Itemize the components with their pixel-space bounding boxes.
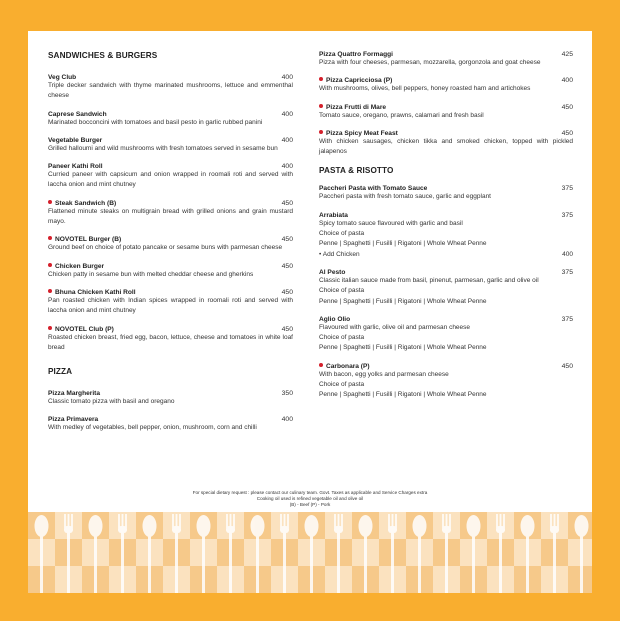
menu-item-name-text: Aglio Olio — [319, 315, 351, 323]
footer-line-oil: Cooking oil used is refined vegetable oil and olive oil — [256, 496, 364, 502]
menu-item-name-text: Carbonara (P) — [326, 362, 370, 370]
non-veg-marker-icon — [48, 326, 52, 330]
menu-item-name — [319, 316, 350, 323]
menu-item-price: 450 — [561, 129, 573, 137]
menu-item-name-text: Pizza Capricciosa (P) — [326, 77, 393, 85]
menu-item-price: 400 — [281, 163, 293, 171]
menu-item-name-text: Paneer Kathi Roll — [48, 163, 103, 171]
menu-item-description-line: Penne | Spaghetti | Fusilli | Rigatoni | Whole Wheat Penne — [319, 344, 487, 352]
menu-item-description-line: Choice of pasta — [319, 230, 365, 238]
menu-item-description: Triple decker sandwich with thyme marinated mushrooms, lettuce and emmenthal cheese — [48, 82, 293, 100]
menu-item — [48, 263, 293, 280]
menu-item-price: 425 — [561, 51, 573, 58]
menu-item — [48, 137, 293, 154]
menu-item — [48, 326, 293, 354]
non-veg-marker-icon — [48, 263, 52, 267]
menu-item-name-text: Caprese Sandwich — [48, 110, 107, 118]
menu-page — [28, 31, 592, 593]
right-column — [319, 51, 573, 410]
menu-item-description: Classic tomato pizza with basil and oregano — [48, 398, 175, 406]
addon-price: 400 — [562, 250, 573, 258]
menu-item-description-line: Spicy tomato sauce flavoured with garlic and basil — [319, 219, 463, 227]
menu-item-name — [48, 137, 102, 144]
menu-item-description: Ground beef on choice of potato pancake or sesame buns with parmesan cheese — [48, 244, 283, 252]
menu-item-description: Curried paneer with capsicum and onion wrapped in roomali roti and served with laccha onion and mint chutney — [48, 171, 293, 189]
menu-item-header — [48, 137, 293, 144]
menu-item-name-text: Chicken Burger — [55, 262, 105, 270]
pizza-list-continued — [319, 51, 573, 157]
menu-item-header — [48, 74, 293, 81]
menu-item-price: 350 — [281, 390, 293, 398]
menu-item-header — [319, 212, 573, 219]
menu-item-name-text: Vegetable Burger — [48, 136, 103, 144]
non-veg-marker-icon — [319, 130, 323, 134]
menu-item-header — [48, 200, 293, 207]
menu-item-header — [48, 111, 293, 118]
menu-item-price: 400 — [281, 416, 293, 424]
menu-item-name — [319, 269, 345, 276]
menu-item — [48, 111, 293, 128]
footer-line-dietary: For special dietary request : please contact our culinary team. Govt. Taxes as applicable and Service Charges extra — [192, 490, 428, 495]
menu-item-description-line: Choice of pasta — [319, 381, 365, 389]
menu-item-header — [48, 390, 293, 397]
menu-item-name — [319, 363, 370, 370]
menu-item-description: Pan roasted chicken with Indian spices wrapped in roomali roti and served with laccha onion and mint chutney — [48, 296, 293, 315]
menu-item-description-line: Penne | Spaghetti | Fusilli | Rigatoni | Whole Wheat Penne — [319, 297, 487, 305]
menu-item-price: 400 — [561, 77, 573, 85]
section-title-pasta: PASTA & RISOTTO — [319, 166, 394, 176]
menu-item-name — [48, 111, 107, 118]
menu-item — [48, 390, 293, 407]
footer-line-legend: (B) - Beef (P) - Pork — [289, 502, 331, 508]
menu-item-price: 450 — [281, 199, 293, 207]
menu-item — [48, 236, 293, 253]
menu-item-price: 375 — [561, 268, 573, 276]
menu-item-addon — [319, 250, 573, 260]
menu-item-price: 375 — [561, 211, 573, 219]
menu-item-description-line: With bacon, egg yolks and parmesan cheese — [319, 370, 449, 378]
menu-item-description: Flattened minute steaks on multigrain bread with grilled onions and grain mustard mayo. — [48, 207, 293, 226]
menu-item-header — [48, 416, 293, 423]
menu-item-name-text: Pizza Quattro Formaggi — [319, 51, 394, 58]
menu-item-description-line: Classic italian sauce made from basil, pinenut, parmesan, garlic and olive oil — [319, 276, 539, 284]
menu-item-description: Grilled halloumi and wild mushrooms with fresh tomatoes served in sesame bun — [48, 144, 278, 152]
menu-item-header — [319, 130, 573, 137]
menu-item-description-line: Penne | Spaghetti | Fusilli | Rigatoni | Whole Wheat Penne — [319, 391, 487, 399]
menu-item-name-text: Veg Club — [48, 74, 77, 81]
menu-item — [319, 77, 573, 94]
menu-item — [319, 130, 573, 158]
menu-item-header — [319, 51, 573, 58]
menu-item-price: 400 — [281, 74, 293, 81]
menu-item-description-line: Penne | Spaghetti | Fusilli | Rigatoni | Whole Wheat Penne — [319, 240, 487, 248]
menu-item-name — [319, 212, 348, 219]
addon-label-text: Add Chicken — [322, 250, 360, 258]
menu-item-name-text: Arrabiata — [319, 211, 348, 219]
menu-item — [319, 185, 573, 202]
menu-item-name-text: Pizza Frutti di Mare — [326, 103, 387, 111]
menu-item-name — [48, 236, 121, 243]
menu-item-name-text: Steak Sandwich (B) — [55, 199, 117, 207]
menu-item — [319, 363, 573, 401]
menu-item-name — [48, 163, 103, 170]
menu-item-name — [48, 74, 76, 81]
menu-item-price: 450 — [281, 288, 293, 296]
decorative-cutlery-pattern — [28, 512, 592, 593]
menu-item-name-text: Pizza Spicy Meat Feast — [326, 129, 398, 137]
menu-item-description: Pizza with four cheeses, parmesan, mozzarella, gorgonzola and goat cheese — [319, 59, 541, 66]
menu-item-description: Marinated bocconcini with tomatoes and basil pesto in garlic rubbed panini — [48, 118, 263, 126]
non-veg-marker-icon — [319, 77, 323, 81]
menu-item-name-text: Bhuna Chicken Kathi Roll — [55, 288, 136, 296]
non-veg-marker-icon — [48, 289, 52, 293]
menu-item — [48, 74, 293, 102]
footer-note — [28, 490, 592, 509]
menu-item-header — [319, 363, 573, 370]
menu-item-header — [48, 236, 293, 243]
menu-item-name — [319, 130, 398, 137]
menu-item-name — [319, 185, 427, 192]
menu-item-header — [319, 269, 573, 276]
menu-item-price: 375 — [561, 185, 573, 193]
menu-item-header — [48, 326, 293, 333]
menu-item-description-line: Choice of pasta — [319, 334, 365, 342]
menu-item-name-text: NOVOTEL Burger (B) — [55, 236, 122, 244]
menu-item-name — [319, 77, 392, 84]
menu-item-description: Chicken patty in sesame bun with melted cheddar cheese and gherkins — [48, 270, 254, 278]
menu-item-name — [48, 200, 116, 207]
menu-item-name — [319, 51, 393, 58]
menu-item-name — [48, 326, 114, 333]
menu-item-description: With mushrooms, olives, bell peppers, honey roasted ham and artichokes — [319, 85, 531, 93]
menu-item-price: 450 — [561, 103, 573, 111]
menu-item-price: 400 — [281, 110, 293, 118]
menu-item-name — [48, 289, 136, 296]
addon-label — [319, 250, 360, 260]
section-title-pizza: PIZZA — [48, 367, 73, 377]
menu-item-header — [48, 289, 293, 296]
menu-item — [48, 200, 293, 228]
menu-item-price: 450 — [281, 325, 293, 333]
menu-item-description-line: Paccheri pasta with fresh tomato sauce, garlic and eggplant — [319, 193, 491, 201]
menu-item-name — [48, 390, 100, 397]
menu-item-price: 450 — [281, 262, 293, 270]
menu-item-description: Tomato sauce, oregano, prawns, calamari and fresh basil — [319, 111, 484, 119]
menu-item-description-line: Flavoured with garlic, olive oil and parmesan cheese — [319, 323, 471, 331]
menu-item-description: With chicken sausages, chicken tikka and smoked chicken, topped with pickled jalapenos — [319, 137, 573, 156]
menu-item-price: 450 — [281, 236, 293, 244]
menu-item-name — [48, 416, 98, 423]
menu-item-description-line: Choice of pasta — [319, 287, 365, 295]
menu-item — [319, 212, 573, 260]
menu-item-name-text: Al Pesto — [319, 268, 346, 276]
menu-item — [319, 316, 573, 354]
menu-item-header — [319, 185, 573, 192]
menu-item — [319, 269, 573, 307]
menu-item-header — [48, 163, 293, 170]
bullet-icon: • — [319, 250, 323, 258]
pizza-list — [48, 390, 293, 434]
menu-item-header — [319, 104, 573, 111]
menu-item-price: 375 — [561, 315, 573, 323]
menu-item-description: With medley of vegetables, bell pepper, onion, mushroom, corn and chilli — [48, 424, 257, 432]
left-column — [48, 51, 293, 443]
menu-item — [48, 416, 293, 433]
menu-item-price: 450 — [561, 362, 573, 370]
menu-item — [48, 163, 293, 191]
menu-item — [319, 51, 573, 68]
menu-item-name — [48, 263, 104, 270]
non-veg-marker-icon — [48, 200, 52, 204]
menu-item-price: 400 — [281, 136, 293, 144]
menu-item-name-text: Pizza Primavera — [48, 416, 99, 424]
pasta-list — [319, 185, 573, 400]
menu-item-name — [319, 104, 386, 111]
non-veg-marker-icon — [319, 363, 323, 367]
section-title-sandwiches: SANDWICHES & BURGERS — [48, 51, 158, 60]
menu-item-description: Roasted chicken breast, fried egg, bacon, lettuce, cheese and tomatoes in white loaf bread — [48, 333, 293, 351]
menu-item-header — [319, 316, 573, 323]
menu-item-header — [319, 77, 573, 84]
non-veg-marker-icon — [319, 104, 323, 108]
non-veg-marker-icon — [48, 236, 52, 240]
menu-item-header — [48, 263, 293, 270]
menu-item-name-text: Pizza Margherita — [48, 390, 101, 398]
menu-item — [48, 289, 293, 317]
menu-item-name-text: Paccheri Pasta with Tomato Sauce — [319, 185, 428, 193]
sandwiches-list — [48, 74, 293, 353]
menu-item-name-text: NOVOTEL Club (P) — [55, 325, 114, 333]
menu-item — [319, 104, 573, 121]
